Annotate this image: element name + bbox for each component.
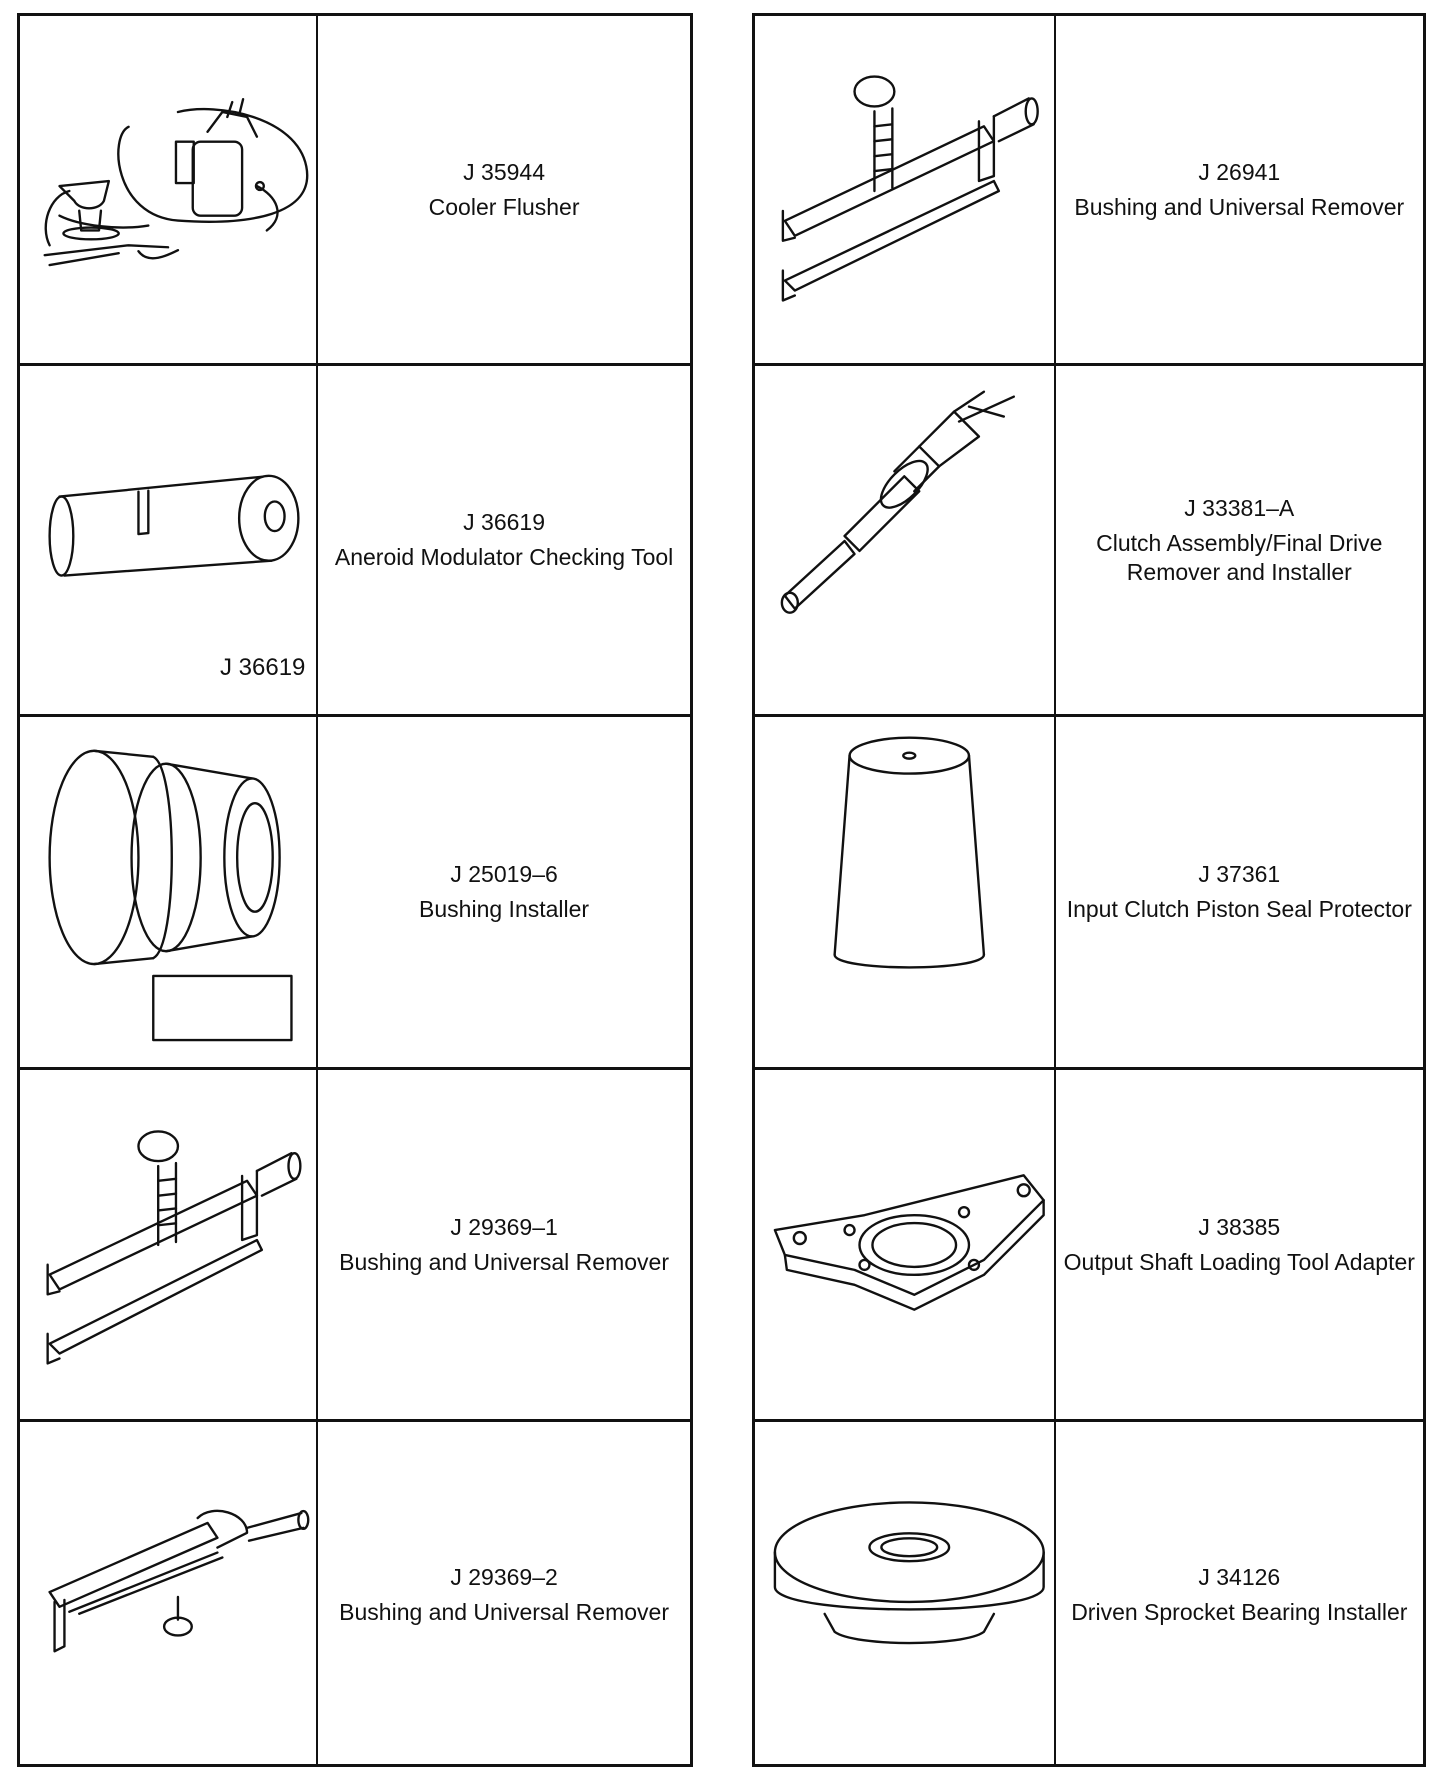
tool-image-cell bbox=[755, 366, 1056, 714]
tool-row bbox=[20, 717, 690, 1067]
tool-description-cell bbox=[318, 717, 690, 1067]
tool-row bbox=[20, 1422, 690, 1767]
tool-number: J 26941 bbox=[1198, 159, 1281, 185]
tool-row bbox=[755, 1422, 1423, 1767]
tool-number: J 36619 bbox=[463, 509, 545, 535]
tool-number: J 33381–A bbox=[1184, 494, 1295, 521]
tool-description-cell bbox=[1056, 1070, 1423, 1419]
tool-name: Bushing and Universal Remover bbox=[339, 1248, 669, 1275]
tool-number: J 34126 bbox=[1198, 1563, 1281, 1590]
bushing-remover-2-illustration bbox=[20, 1422, 316, 1767]
sprocket-installer-illustration bbox=[755, 1422, 1054, 1767]
tool-name: Bushing Installer bbox=[419, 896, 590, 922]
tool-name: Bushing and Universal Remover bbox=[1074, 194, 1405, 220]
tool-number: J 37361 bbox=[1198, 861, 1281, 887]
tool-name: Cooler Flusher bbox=[428, 194, 580, 220]
tool-image-cell bbox=[755, 1070, 1056, 1419]
tool-image-cell bbox=[20, 1070, 318, 1419]
left-tool-table bbox=[17, 13, 693, 1767]
bushing-installer-illustration bbox=[20, 717, 316, 1067]
cooler-flusher-illustration bbox=[20, 16, 316, 364]
tool-description-cell bbox=[318, 1070, 690, 1419]
tool-number: J 29369–2 bbox=[450, 1563, 558, 1590]
tool-row bbox=[20, 1070, 690, 1419]
image-caption: J 36619 bbox=[220, 654, 306, 681]
bushing-remover-illustration bbox=[755, 16, 1054, 364]
tool-description-cell bbox=[1056, 717, 1423, 1067]
tool-name: Driven Sprocket Bearing Installer bbox=[1071, 1598, 1408, 1625]
tool-row bbox=[20, 366, 690, 714]
tool-description-cell bbox=[1056, 366, 1423, 714]
tool-number: J 25019–6 bbox=[450, 861, 558, 887]
tool-image-cell bbox=[20, 16, 318, 364]
tool-number: J 35944 bbox=[463, 159, 545, 185]
tool-name: Clutch Assembly/Final Drive Remover and Installer bbox=[1096, 529, 1383, 585]
tool-name: Aneroid Modulator Checking Tool bbox=[334, 544, 674, 570]
tool-row bbox=[755, 16, 1423, 364]
tool-image-cell bbox=[755, 1422, 1056, 1767]
tool-image-cell bbox=[755, 16, 1056, 364]
tool-number: J 29369–1 bbox=[450, 1213, 558, 1240]
tool-row bbox=[755, 717, 1423, 1067]
tool-name: Bushing and Universal Remover bbox=[339, 1598, 669, 1625]
tool-description-cell bbox=[318, 16, 690, 364]
tool-image-cell bbox=[20, 717, 318, 1067]
seal-protector-illustration bbox=[755, 717, 1054, 1067]
bushing-remover-illustration bbox=[20, 1070, 316, 1419]
tool-description-cell bbox=[1056, 16, 1423, 364]
tool-row bbox=[20, 16, 690, 364]
tool-row bbox=[755, 1070, 1423, 1419]
right-tool-table bbox=[752, 13, 1426, 1767]
tool-number: J 38385 bbox=[1198, 1213, 1281, 1240]
clutch-tool-illustration bbox=[755, 366, 1054, 714]
tool-image-cell bbox=[20, 1422, 318, 1767]
tool-name: Output Shaft Loading Tool Adapter bbox=[1063, 1248, 1415, 1275]
tool-description-cell bbox=[1056, 1422, 1423, 1767]
adapter-plate-illustration bbox=[755, 1070, 1054, 1419]
tool-row bbox=[755, 366, 1423, 714]
tool-name: Input Clutch Piston Seal Protector bbox=[1066, 896, 1412, 922]
tool-description-cell bbox=[318, 1422, 690, 1767]
tool-image-cell bbox=[20, 366, 318, 714]
tool-image-cell bbox=[755, 717, 1056, 1067]
tool-description-cell bbox=[318, 366, 690, 714]
